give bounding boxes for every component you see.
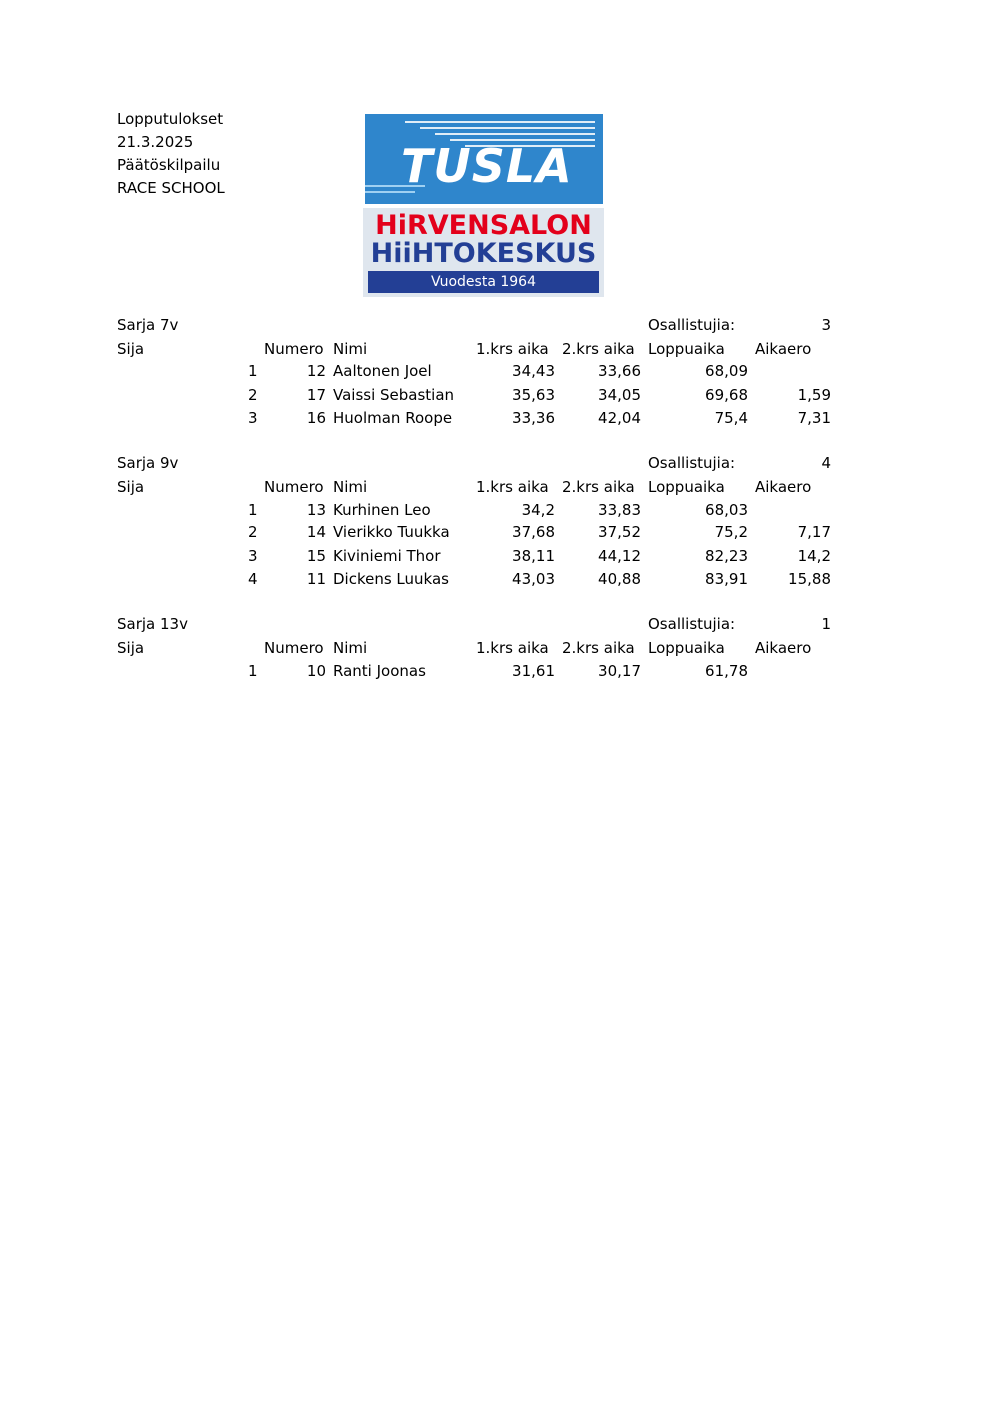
cell-nimi: Huolman Roope: [333, 409, 453, 427]
tusla-wordmark: TUSLA: [401, 139, 573, 193]
cell-krs2: 40,88: [598, 570, 641, 588]
col-krs2: 2.krs aika: [562, 340, 635, 358]
section-title: Sarja 9v: [117, 454, 179, 472]
participants-label: Osallistujia:: [648, 454, 736, 472]
col-loppuaika: Loppuaika: [648, 340, 725, 358]
cell-krs2: 33,66: [598, 362, 641, 380]
cell-nimi: Kiviniemi Thor: [333, 547, 441, 565]
cell-loppuaika: 61,78: [705, 662, 748, 680]
cell-krs2: 42,04: [598, 409, 641, 427]
doc-event: Päätöskilpailu: [117, 156, 221, 174]
cell-loppuaika: 69,68: [705, 386, 748, 404]
col-krs2: 2.krs aika: [562, 639, 635, 657]
cell-numero: 11: [306, 570, 326, 588]
cell-sija: 2: [248, 386, 258, 404]
col-numero: Numero: [264, 478, 324, 496]
cell-sija: 2: [248, 523, 258, 541]
cell-nimi: Vaissi Sebastian: [333, 386, 455, 404]
cell-sija: 1: [248, 362, 258, 380]
doc-title: Lopputulokset: [117, 110, 224, 128]
col-krs1: 1.krs aika: [476, 478, 549, 496]
doc-series: RACE SCHOOL: [117, 179, 225, 197]
cell-krs1: 38,11: [512, 547, 555, 565]
hirvensalo-line1: HiRVENSALON: [375, 210, 592, 241]
col-loppuaika: Loppuaika: [648, 478, 725, 496]
cell-krs1: 37,68: [512, 523, 555, 541]
cell-krs2: 44,12: [598, 547, 641, 565]
participants-count: 1: [821, 615, 831, 633]
cell-krs2: 33,83: [598, 501, 641, 519]
cell-krs1: 34,43: [512, 362, 555, 380]
hirvensalo-logo: [363, 208, 604, 297]
cell-nimi: Kurhinen Leo: [333, 501, 431, 519]
cell-numero: 16: [306, 409, 326, 427]
cell-nimi: Vierikko Tuukka: [333, 523, 450, 541]
col-aikaero: Aikaero: [755, 478, 812, 496]
cell-krs1: 33,36: [512, 409, 555, 427]
participants-label: Osallistujia:: [648, 316, 736, 334]
col-loppuaika: Loppuaika: [648, 639, 725, 657]
cell-nimi: Ranti Joonas: [333, 662, 426, 680]
col-aikaero: Aikaero: [755, 340, 812, 358]
cell-loppuaika: 83,91: [705, 570, 748, 588]
col-numero: Numero: [264, 639, 324, 657]
cell-aikaero: 1,59: [797, 386, 831, 404]
col-sija: Sija: [117, 478, 145, 496]
col-krs1: 1.krs aika: [476, 639, 549, 657]
cell-krs2: 37,52: [598, 523, 641, 541]
cell-sija: 1: [248, 501, 258, 519]
hirvensalo-tagline: Vuodesta 1964: [368, 271, 599, 293]
doc-date: 21.3.2025: [117, 133, 194, 151]
col-aikaero: Aikaero: [755, 639, 812, 657]
cell-sija: 3: [248, 547, 258, 565]
cell-numero: 12: [306, 362, 326, 380]
cell-loppuaika: 68,03: [705, 501, 748, 519]
col-krs2: 2.krs aika: [562, 478, 635, 496]
cell-nimi: Dickens Luukas: [333, 570, 449, 588]
cell-krs2: 34,05: [598, 386, 641, 404]
cell-krs1: 34,2: [521, 501, 555, 519]
col-numero: Numero: [264, 340, 324, 358]
cell-aikaero: 7,31: [797, 409, 831, 427]
cell-aikaero: 14,2: [797, 547, 831, 565]
section-title: Sarja 7v: [117, 316, 179, 334]
col-sija: Sija: [117, 639, 145, 657]
tusla-logo: [365, 114, 603, 204]
col-sija: Sija: [117, 340, 145, 358]
cell-krs2: 30,17: [598, 662, 641, 680]
cell-sija: 3: [248, 409, 258, 427]
participants-label: Osallistujia:: [648, 615, 736, 633]
cell-loppuaika: 68,09: [705, 362, 748, 380]
cell-aikaero: 7,17: [797, 523, 831, 541]
hirvensalo-line2: HiiHTOKESKUS: [370, 238, 597, 269]
cell-nimi: Aaltonen Joel: [333, 362, 432, 380]
participants-count: 3: [821, 316, 831, 334]
col-nimi: Nimi: [333, 639, 368, 657]
section-title: Sarja 13v: [117, 615, 188, 633]
cell-sija: 1: [248, 662, 258, 680]
cell-numero: 10: [306, 662, 326, 680]
cell-numero: 15: [306, 547, 326, 565]
cell-krs1: 43,03: [512, 570, 555, 588]
cell-krs1: 31,61: [512, 662, 555, 680]
col-nimi: Nimi: [333, 340, 368, 358]
cell-numero: 13: [306, 501, 326, 519]
col-nimi: Nimi: [333, 478, 368, 496]
participants-count: 4: [821, 454, 831, 472]
cell-loppuaika: 75,2: [714, 523, 748, 541]
cell-loppuaika: 75,4: [714, 409, 748, 427]
cell-aikaero: 15,88: [788, 570, 831, 588]
col-krs1: 1.krs aika: [476, 340, 549, 358]
cell-krs1: 35,63: [512, 386, 555, 404]
cell-numero: 14: [306, 523, 326, 541]
cell-loppuaika: 82,23: [705, 547, 748, 565]
cell-sija: 4: [248, 570, 258, 588]
cell-numero: 17: [306, 386, 326, 404]
